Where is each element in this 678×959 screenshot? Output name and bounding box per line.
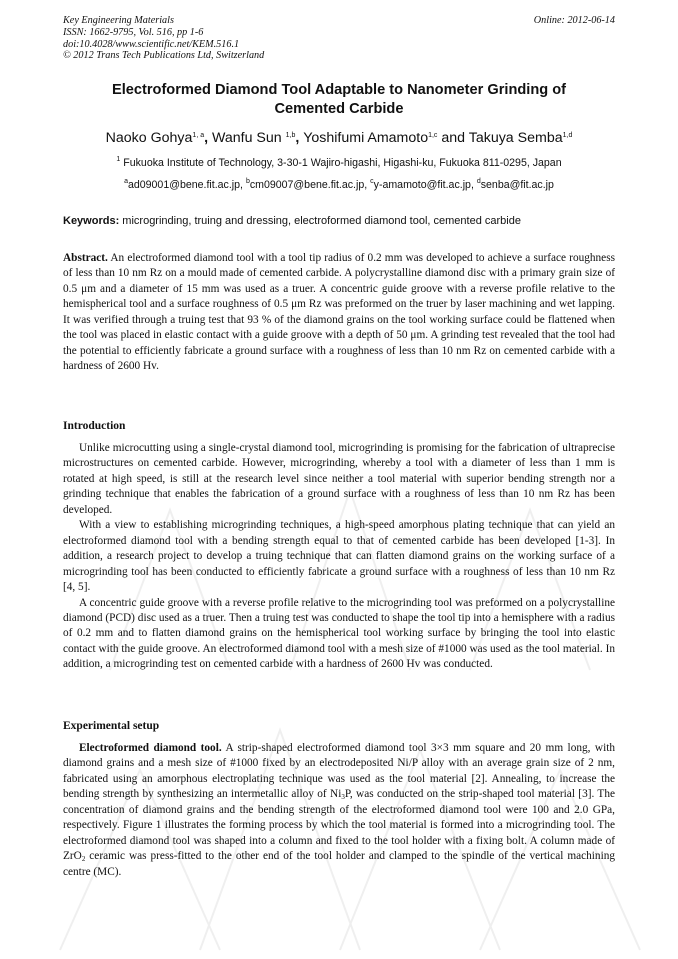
keywords-label: Keywords: (63, 215, 120, 227)
setup-text: ceramic was press-fitted to the other end of the tool holder and clamped to the spindle of the vertical machining centre (MC). (63, 850, 615, 878)
intro-paragraph-1: Unlike microcutting using a single-crystal diamond tool, microgrinding is promising for the fabrication of ultraprecise microstructures on cemented carbide. However, microgrinding, whereby a tool with a diameter of less than 1 mm is rotated at high speed, is still at the research level since neither a tool material with superior bending strength nor a grinding technique that enables the fabrication of a ground surface with a roughness of less than 10 nm Rz has been developed. (63, 442, 615, 516)
author-separator: , (295, 130, 304, 146)
setup-text: P, was conducted on the strip-shaped tool material [3]. The concentration of diamond grains and the bending strength of the electroformed diamond tool were 100 and 2.0 GPa, respectively. Figure 1 illustrates the forming process by which the tool material is formed into a microgrinding tool. The electroformed diamond tool was shaped into a column and fixed to the tool holder with a fixing bolt. A column made of ZrO (63, 788, 615, 863)
title-line-1: Electroformed Diamond Tool Adaptable to Nanometer Grinding of (111, 82, 567, 98)
author-superscript: 1,d (562, 132, 573, 139)
author-name: Takuya Semba (468, 130, 563, 146)
doi-line: doi:10.4028/www.scientific.net/KEM.516.1 (63, 38, 240, 50)
email-superscript: d (476, 178, 481, 185)
affiliation-superscript: 1 (116, 156, 121, 163)
introduction-body (63, 441, 615, 673)
author-list (63, 129, 615, 147)
author-name: Naoko Gohya (105, 130, 193, 146)
issn-line: ISSN: 1662-9795, Vol. 516, pp 1-6 (63, 26, 204, 38)
author-superscript: 1,c (428, 132, 438, 139)
paper-title (63, 81, 615, 119)
journal-name: Key Engineering Materials (63, 15, 174, 26)
author-conjunction: and (437, 130, 469, 146)
author-name: Wanfu Sun (212, 130, 286, 146)
author-superscript: 1,b (285, 132, 296, 139)
affiliation (63, 156, 615, 170)
email-address: senba@fit.ac.jp (480, 179, 554, 191)
email-superscript: b (245, 178, 250, 185)
email-superscript: a (124, 178, 128, 185)
email-address: cm09007@bene.fit.ac.jp, (249, 179, 371, 191)
intro-paragraph-2: With a view to establishing microgrinding techniques, a high-speed amorphous plating technique that can yield an electroformed diamond tool with a bending strength equal to that of cemented carbide has been developed [1-3]. In addition, a research project to develop a truing technique that can flatten diamond grains on the working surface of a microgrinding tool has been conducted to efficiently fabricate a ground surface with a roughness of less than 10 nm Rz [4, 5]. (63, 519, 615, 594)
keywords-text: microgrinding, truing and dressing, electroformed diamond tool, cemented carbide (119, 215, 521, 227)
abstract (63, 251, 615, 375)
affiliation-text: Fukuoka Institute of Technology, 3-30-1 Wajiro-higashi, Higashi-ku, Fukuoka 811-0295, Japan (123, 157, 562, 169)
title-line-2: Cemented Carbide (274, 101, 404, 117)
subscript: 2 (81, 855, 86, 864)
experimental-setup-heading: Experimental setup (63, 720, 160, 732)
email-address: ad09001@bene.fit.ac.jp, (127, 179, 246, 191)
online-date: Online: 2012-06-14 (533, 15, 615, 26)
setup-text: A strip-shaped electroformed diamond tool 3×3 mm square and 20 mm long, with diamond grains and a mesh size of #1000 fixed by an electrodeposited Ni/P alloy with an average grain size of 2 nm, fabricated using an amorphous electroplating technique was used as the tool material [2]. Annealing, to increase the bending strength by synthesizing an intermetallic alloy of Ni (63, 742, 615, 801)
introduction-heading: Introduction (63, 420, 126, 432)
intro-paragraph-3: A concentric guide groove with a reverse profile relative to the microgrinding tool was preformed on a polycrystalline diamond (PCD) disc used as a truer. Then a truing test was conducted to shape the tool tip into a hemisphere with a radius of 0.2 mm and to flatten diamond grains on the hemispherical tool working surface by bringing the tool into elastic contact with the guide groove. An electroformed diamond tool with a mesh size of #1000 was used as the tool material. In addition, a microgrinding test on cemented carbide with a hardness of 2600 Hv was conducted. (63, 596, 615, 671)
author-name: Yoshifumi Amamoto (303, 130, 429, 146)
keywords (63, 214, 615, 228)
email-address: y-amamoto@fit.ac.jp, (373, 179, 477, 191)
author-separator: , (204, 130, 212, 146)
abstract-label: Abstract. (63, 252, 108, 264)
author-superscript: 1, a (192, 132, 205, 139)
subscript: 3 (341, 793, 345, 802)
author-emails (63, 178, 615, 192)
experimental-setup-body (63, 741, 615, 880)
email-superscript: c (370, 178, 374, 185)
abstract-text: An electroformed diamond tool with a tool tip radius of 0.2 mm was developed to achieve a surface roughness of less than 10 nm Rz on a mould made of cemented carbide. A polycrystalline diamond disc with a primary grain size of 0.5 μm and a diameter of 15 mm was used as a truer. A concentric guide groove with a reverse profile relative to the hemispherical tool and a surface roughness of 0.5 μm Rz was preformed on the truer by laser machining and wet lapping. It was verified through a truing test that 93 % of the diamond grains on the tool working surface could be flattened when the tool was placed in elastic contact with a guide groove with a depth of 50 μm. A grinding test revealed that the tool had the potential to efficiently fabricate a ground surface with a roughness of less than 10 nm Rz on cemented carbide with a hardness of 2600 Hv. (63, 252, 615, 373)
journal-header (63, 15, 615, 62)
subsection-label: Electroformed diamond tool. (79, 742, 222, 754)
copyright-line: © 2012 Trans Tech Publications Ltd, Switzerland (63, 50, 265, 62)
